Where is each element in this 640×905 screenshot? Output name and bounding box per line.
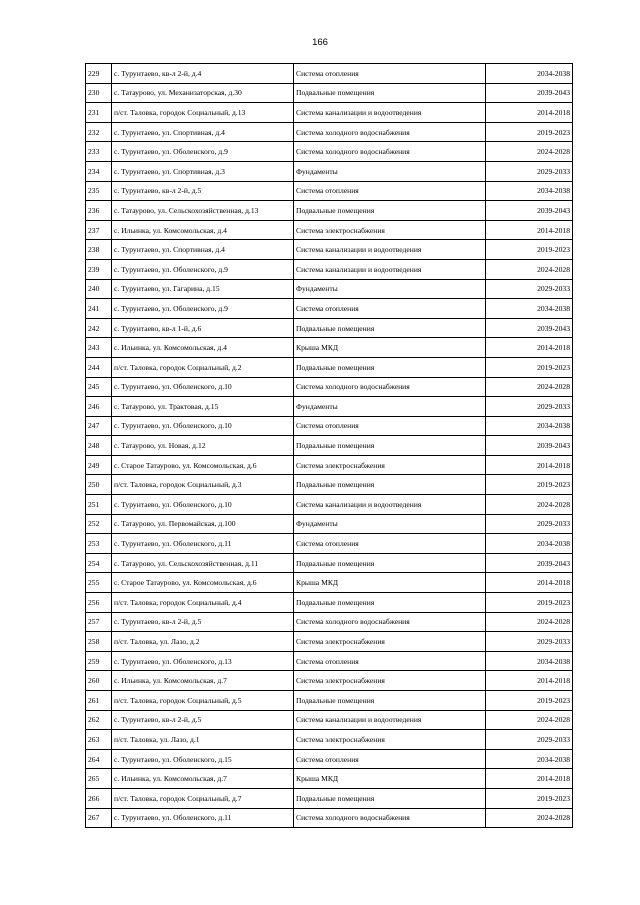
row-number: 234: [86, 161, 112, 181]
address-cell: с. Ильинка, ул. Комсомольская, д.7: [112, 769, 294, 789]
work-type-cell: Система отопления: [294, 651, 486, 671]
row-number: 239: [86, 259, 112, 279]
period-cell: 2019-2023: [486, 788, 573, 808]
table-row: [86, 142, 573, 162]
table-row: [86, 651, 573, 671]
work-type-cell: Фундаменты: [294, 279, 486, 299]
row-number: 251: [86, 495, 112, 515]
period-cell: 2019-2023: [486, 357, 573, 377]
work-type-cell: Система холодного водоснабжения: [294, 142, 486, 162]
table-row: [86, 475, 573, 495]
row-number: 253: [86, 534, 112, 554]
address-cell: с. Турунтаево, ул. Оболенского, д.11: [112, 808, 294, 828]
row-number: 230: [86, 83, 112, 103]
table-row: [86, 593, 573, 613]
address-cell: с. Турунтаево, ул. Оболенского, д.9: [112, 259, 294, 279]
address-cell: с. Татаурово, ул. Механизаторская, д.30: [112, 83, 294, 103]
row-number: 242: [86, 318, 112, 338]
address-cell: с. Турунтаево, ул. Оболенского, д.10: [112, 495, 294, 515]
work-type-cell: Система электроснабжения: [294, 220, 486, 240]
period-cell: 2029-2033: [486, 397, 573, 417]
address-cell: с. Турунтаево, ул. Гагарина, д.15: [112, 279, 294, 299]
row-number: 259: [86, 651, 112, 671]
row-number: 261: [86, 691, 112, 711]
table-row: [86, 749, 573, 769]
work-type-cell: Система холодного водоснабжения: [294, 612, 486, 632]
address-cell: с. Турунтаево, кв-л 2-й, д.5: [112, 710, 294, 730]
period-cell: 2029-2033: [486, 730, 573, 750]
period-cell: 2024-2028: [486, 612, 573, 632]
period-cell: 2034-2038: [486, 416, 573, 436]
table-row: [86, 357, 573, 377]
table-row: [86, 83, 573, 103]
address-cell: с. Турунтаево, ул. Спортивная, д.3: [112, 161, 294, 181]
work-type-cell: Крыша МКД: [294, 769, 486, 789]
address-cell: с. Ильинка, ул. Комсомольская, д.7: [112, 671, 294, 691]
table-row: [86, 299, 573, 319]
table-row: [86, 240, 573, 260]
table-row: [86, 671, 573, 691]
address-cell: с. Турунтаево, ул. Оболенского, д.10: [112, 377, 294, 397]
period-cell: 2014-2018: [486, 671, 573, 691]
period-cell: 2029-2033: [486, 514, 573, 534]
work-type-cell: Система холодного водоснабжения: [294, 122, 486, 142]
row-number: 256: [86, 593, 112, 613]
work-type-cell: Подвальные помещения: [294, 553, 486, 573]
address-cell: п/ст. Таловка, городок Социальный, д.5: [112, 691, 294, 711]
address-cell: с. Татаурово, ул. Первомайская, д.100: [112, 514, 294, 534]
table-row: [86, 730, 573, 750]
work-type-cell: Подвальные помещения: [294, 318, 486, 338]
work-type-cell: Подвальные помещения: [294, 475, 486, 495]
work-type-cell: Система холодного водоснабжения: [294, 808, 486, 828]
address-cell: с. Татаурово, ул. Сельскохозяйственная, д.11: [112, 553, 294, 573]
row-number: 263: [86, 730, 112, 750]
period-cell: 2024-2028: [486, 377, 573, 397]
table-row: [86, 495, 573, 515]
row-number: 241: [86, 299, 112, 319]
row-number: 258: [86, 632, 112, 652]
table-row: [86, 514, 573, 534]
address-cell: с. Ильинка, ул. Комсомольская, д.4: [112, 220, 294, 240]
table-row: [86, 220, 573, 240]
address-cell: с. Турунтаево, ул. Оболенского, д.11: [112, 534, 294, 554]
table-row: [86, 103, 573, 123]
row-number: 260: [86, 671, 112, 691]
address-cell: п/ст. Таловка, городок Социальный, д.13: [112, 103, 294, 123]
work-type-cell: Система электроснабжения: [294, 632, 486, 652]
period-cell: 2019-2023: [486, 593, 573, 613]
period-cell: 2029-2033: [486, 279, 573, 299]
row-number: 247: [86, 416, 112, 436]
table-row: [86, 455, 573, 475]
work-type-cell: Система канализации и водоотведения: [294, 240, 486, 260]
work-type-cell: Система отопления: [294, 181, 486, 201]
work-type-cell: Система холодного водоснабжения: [294, 377, 486, 397]
address-cell: с. Турунтаево, ул. Оболенского, д.13: [112, 651, 294, 671]
address-cell: п/ст. Таловка, городок Социальный, д.7: [112, 788, 294, 808]
address-cell: с. Турунтаево, ул. Оболенского, д.9: [112, 299, 294, 319]
table-row: [86, 64, 573, 84]
work-type-cell: Система отопления: [294, 64, 486, 84]
period-cell: 2014-2018: [486, 103, 573, 123]
work-type-cell: Система канализации и водоотведения: [294, 710, 486, 730]
address-cell: с. Турунтаево, кв-л 2-й, д.4: [112, 64, 294, 84]
work-type-cell: Подвальные помещения: [294, 691, 486, 711]
table-row: [86, 436, 573, 456]
work-type-cell: Система электроснабжения: [294, 730, 486, 750]
table-row: [86, 632, 573, 652]
period-cell: 2034-2038: [486, 651, 573, 671]
period-cell: 2019-2023: [486, 122, 573, 142]
work-type-cell: Подвальные помещения: [294, 593, 486, 613]
work-type-cell: Система канализации и водоотведения: [294, 103, 486, 123]
row-number: 229: [86, 64, 112, 84]
address-cell: с. Турунтаево, ул. Оболенского, д.9: [112, 142, 294, 162]
address-cell: с. Татаурово, ул. Трактовая, д.15: [112, 397, 294, 417]
period-cell: 2014-2018: [486, 573, 573, 593]
table-row: [86, 573, 573, 593]
table-row: [86, 279, 573, 299]
address-cell: с. Татаурово, ул. Сельскохозяйственная, д.13: [112, 201, 294, 221]
period-cell: 2024-2028: [486, 495, 573, 515]
address-cell: с. Старое Татаурово, ул. Комсомольская, д.6: [112, 573, 294, 593]
repair-schedule-table: [85, 63, 573, 828]
address-cell: п/ст. Таловка, ул. Лазо, д.2: [112, 632, 294, 652]
table-row: [86, 416, 573, 436]
period-cell: 2014-2018: [486, 769, 573, 789]
work-type-cell: Подвальные помещения: [294, 201, 486, 221]
address-cell: с. Турунтаево, ул. Спортивная, д.4: [112, 240, 294, 260]
row-number: 254: [86, 553, 112, 573]
table-row: [86, 534, 573, 554]
row-number: 262: [86, 710, 112, 730]
table-row: [86, 181, 573, 201]
address-cell: с. Турунтаево, кв-л 2-й, д.5: [112, 612, 294, 632]
row-number: 267: [86, 808, 112, 828]
period-cell: 2039-2043: [486, 436, 573, 456]
row-number: 243: [86, 338, 112, 358]
address-cell: с. Турунтаево, ул. Оболенского, д.15: [112, 749, 294, 769]
row-number: 265: [86, 769, 112, 789]
row-number: 257: [86, 612, 112, 632]
row-number: 246: [86, 397, 112, 417]
work-type-cell: Система отопления: [294, 534, 486, 554]
row-number: 235: [86, 181, 112, 201]
period-cell: 2024-2028: [486, 142, 573, 162]
period-cell: 2019-2023: [486, 691, 573, 711]
work-type-cell: Подвальные помещения: [294, 83, 486, 103]
period-cell: 2029-2033: [486, 161, 573, 181]
address-cell: п/ст. Таловка, ул. Лазо, д.1: [112, 730, 294, 750]
table-row: [86, 377, 573, 397]
work-type-cell: Система канализации и водоотведения: [294, 495, 486, 515]
table-row: [86, 201, 573, 221]
table-row: [86, 553, 573, 573]
work-type-cell: Крыша МКД: [294, 573, 486, 593]
address-cell: с. Ильинка, ул. Комсомольская, д.4: [112, 338, 294, 358]
work-type-cell: Система электроснабжения: [294, 671, 486, 691]
table-row: [86, 259, 573, 279]
work-type-cell: Система отопления: [294, 299, 486, 319]
row-number: 232: [86, 122, 112, 142]
row-number: 233: [86, 142, 112, 162]
row-number: 240: [86, 279, 112, 299]
period-cell: 2034-2038: [486, 64, 573, 84]
work-type-cell: Система канализации и водоотведения: [294, 259, 486, 279]
table-row: [86, 612, 573, 632]
address-cell: с. Турунтаево, кв-л 1-й, д.6: [112, 318, 294, 338]
row-number: 244: [86, 357, 112, 377]
row-number: 249: [86, 455, 112, 475]
work-type-cell: Подвальные помещения: [294, 436, 486, 456]
row-number: 248: [86, 436, 112, 456]
period-cell: 2034-2038: [486, 749, 573, 769]
work-type-cell: Система отопления: [294, 416, 486, 436]
period-cell: 2039-2043: [486, 553, 573, 573]
table-body: [86, 64, 573, 828]
row-number: 266: [86, 788, 112, 808]
period-cell: 2014-2018: [486, 338, 573, 358]
work-type-cell: Система электроснабжения: [294, 455, 486, 475]
table-row: [86, 338, 573, 358]
row-number: 252: [86, 514, 112, 534]
period-cell: 2024-2028: [486, 808, 573, 828]
period-cell: 2019-2023: [486, 475, 573, 495]
period-cell: 2039-2043: [486, 318, 573, 338]
address-cell: п/ст. Таловка, городок Социальный, д.4: [112, 593, 294, 613]
table-row: [86, 397, 573, 417]
address-cell: с. Турунтаево, кв-л 2-й, д.5: [112, 181, 294, 201]
period-cell: 2034-2038: [486, 299, 573, 319]
period-cell: 2039-2043: [486, 83, 573, 103]
table-row: [86, 710, 573, 730]
period-cell: 2034-2038: [486, 181, 573, 201]
address-cell: с. Старое Татаурово, ул. Комсомольская, д.6: [112, 455, 294, 475]
row-number: 236: [86, 201, 112, 221]
row-number: 231: [86, 103, 112, 123]
address-cell: с. Турунтаево, ул. Оболенского, д.10: [112, 416, 294, 436]
row-number: 245: [86, 377, 112, 397]
period-cell: 2014-2018: [486, 455, 573, 475]
work-type-cell: Крыша МКД: [294, 338, 486, 358]
table-row: [86, 769, 573, 789]
table-row: [86, 161, 573, 181]
table-row: [86, 318, 573, 338]
address-cell: п/ст. Таловка, городок Социальный, д.3: [112, 475, 294, 495]
row-number: 237: [86, 220, 112, 240]
address-cell: п/ст. Таловка, городок Социальный, д.2: [112, 357, 294, 377]
row-number: 250: [86, 475, 112, 495]
table-row: [86, 691, 573, 711]
table-row: [86, 122, 573, 142]
table-row: [86, 808, 573, 828]
period-cell: 2019-2023: [486, 240, 573, 260]
work-type-cell: Подвальные помещения: [294, 788, 486, 808]
period-cell: 2039-2043: [486, 201, 573, 221]
row-number: 238: [86, 240, 112, 260]
row-number: 264: [86, 749, 112, 769]
period-cell: 2024-2028: [486, 710, 573, 730]
period-cell: 2014-2018: [486, 220, 573, 240]
address-cell: с. Турунтаево, ул. Спортивная, д.4: [112, 122, 294, 142]
work-type-cell: Фундаменты: [294, 397, 486, 417]
period-cell: 2029-2033: [486, 632, 573, 652]
period-cell: 2024-2028: [486, 259, 573, 279]
work-type-cell: Подвальные помещения: [294, 357, 486, 377]
work-type-cell: Система отопления: [294, 749, 486, 769]
row-number: 255: [86, 573, 112, 593]
page-number: 166: [312, 37, 328, 48]
table-row: [86, 788, 573, 808]
work-type-cell: Фундаменты: [294, 161, 486, 181]
period-cell: 2034-2038: [486, 534, 573, 554]
address-cell: с. Татаурово, ул. Новая, д.12: [112, 436, 294, 456]
work-type-cell: Фундаменты: [294, 514, 486, 534]
